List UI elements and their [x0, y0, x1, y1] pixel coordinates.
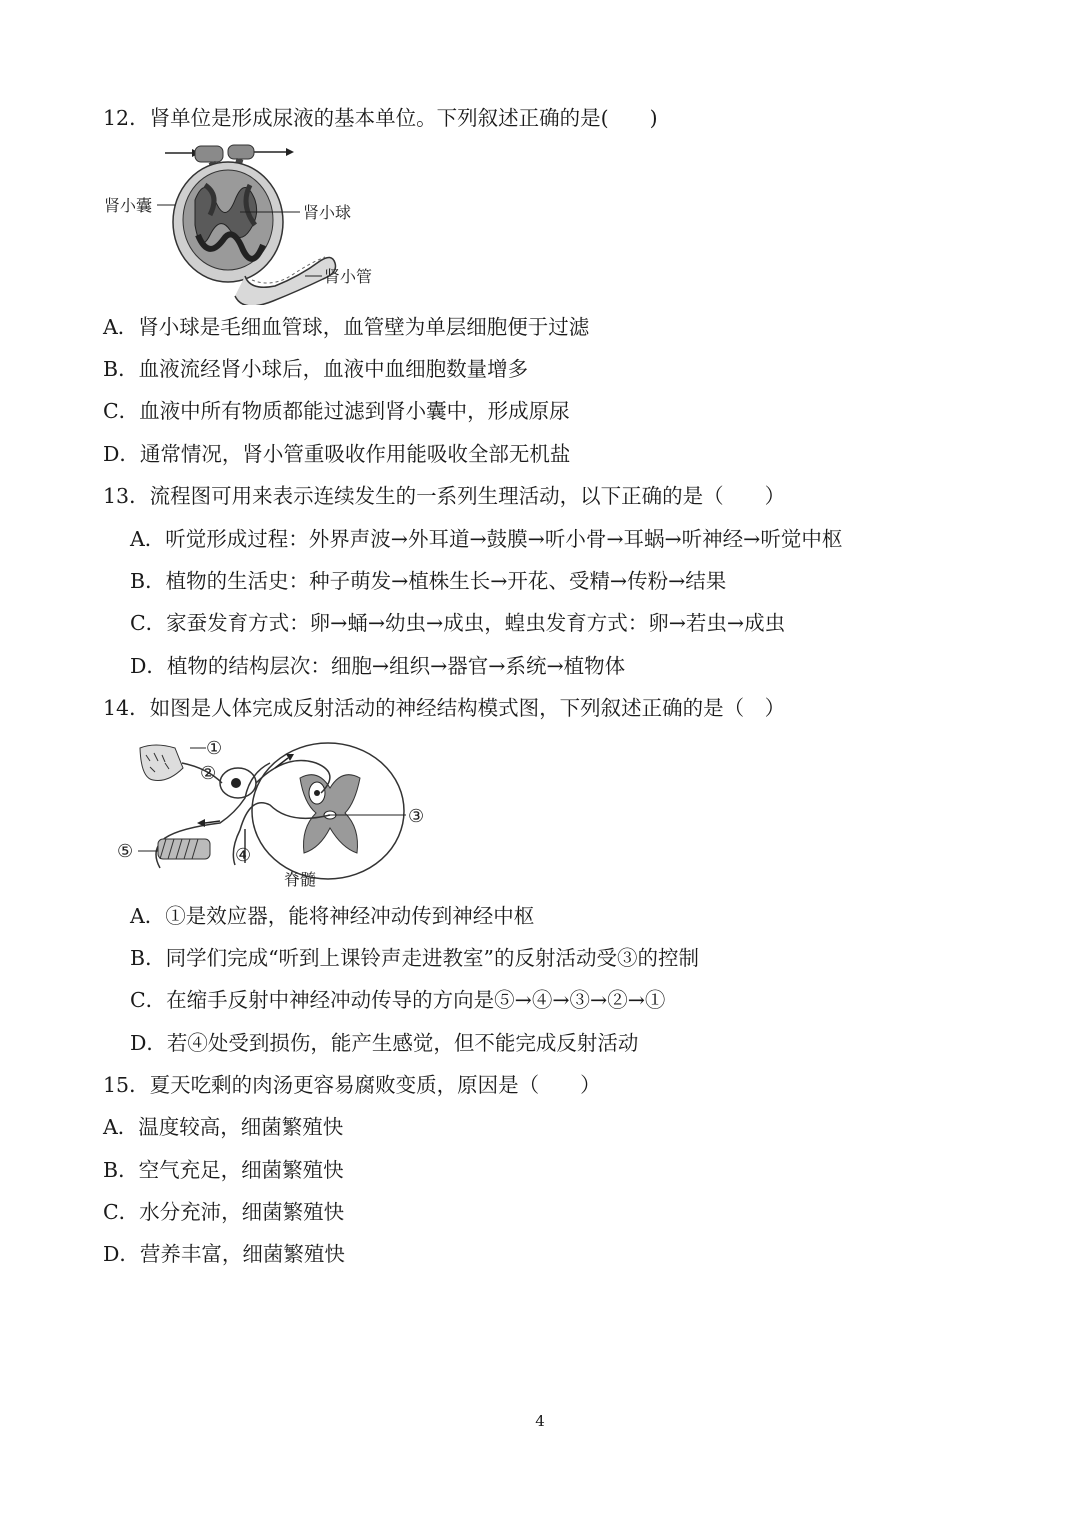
option-12-a: A．肾小球是毛细血管球，血管壁为单层细胞便于过滤: [103, 315, 590, 339]
label-capsule: 肾小囊: [104, 196, 153, 215]
option-14-d: D．若④处受到损伤，能产生感觉，但不能完成反射活动: [130, 1031, 639, 1055]
option-12-b: B．血液流经肾小球后，血液中血细胞数量增多: [103, 357, 529, 381]
option-15-c: C．水分充沛，细菌繁殖快: [103, 1200, 345, 1224]
option-15-b: B．空气充足，细菌繁殖快: [103, 1158, 344, 1182]
page-number: 4: [535, 1412, 545, 1430]
label-glomerulus: 肾小球: [303, 203, 352, 222]
option-14-c: C．在缩手反射中神经冲动传导的方向是⑤→④→③→②→①: [130, 988, 666, 1012]
label-2: ②: [200, 763, 217, 784]
question-13-stem: 13．流程图可用来表示连续发生的一系列生理活动，以下正确的是（ ）: [103, 484, 786, 508]
label-1: ①: [206, 738, 223, 759]
question-14-stem: 14．如图是人体完成反射活动的神经结构模式图，下列叙述正确的是（ ）: [103, 696, 786, 720]
question-12-stem: 12．肾单位是形成尿液的基本单位。下列叙述正确的是( ): [103, 106, 658, 130]
option-13-a: A．听觉形成过程：外界声波→外耳道→鼓膜→听小骨→耳蜗→听神经→听觉中枢: [130, 527, 843, 551]
option-12-d: D．通常情况，肾小管重吸收作用能吸收全部无机盐: [103, 442, 571, 466]
label-3: ③: [408, 806, 425, 827]
reflex-arc-diagram: [110, 733, 440, 893]
option-13-d: D．植物的结构层次：细胞→组织→器官→系统→植物体: [130, 654, 626, 678]
label-spinal-cord: 脊髓: [284, 870, 317, 889]
option-13-c: C．家蚕发育方式：卵→蛹→幼虫→成虫，蝗虫发育方式：卵→若虫→成虫: [130, 611, 786, 635]
label-5: ⑤: [117, 841, 134, 862]
nephron-diagram: [100, 140, 390, 305]
label-tubule: 肾小管: [324, 267, 373, 286]
option-15-a: A．温度较高，细菌繁殖快: [103, 1115, 344, 1139]
option-14-a: A．①是效应器，能将神经冲动传到神经中枢: [130, 904, 535, 928]
question-15-stem: 15．夏天吃剩的肉汤更容易腐败变质，原因是（ ）: [103, 1073, 601, 1097]
option-13-b: B．植物的生活史：种子萌发→植株生长→开花、受精→传粉→结果: [130, 569, 727, 593]
option-14-b: B．同学们完成“听到上课铃声走进教室”的反射活动受③的控制: [130, 946, 700, 970]
option-15-d: D．营养丰富，细菌繁殖快: [103, 1242, 345, 1266]
label-4: ④: [235, 845, 252, 866]
option-12-c: C．血液中所有物质都能过滤到肾小囊中，形成原尿: [103, 399, 570, 423]
